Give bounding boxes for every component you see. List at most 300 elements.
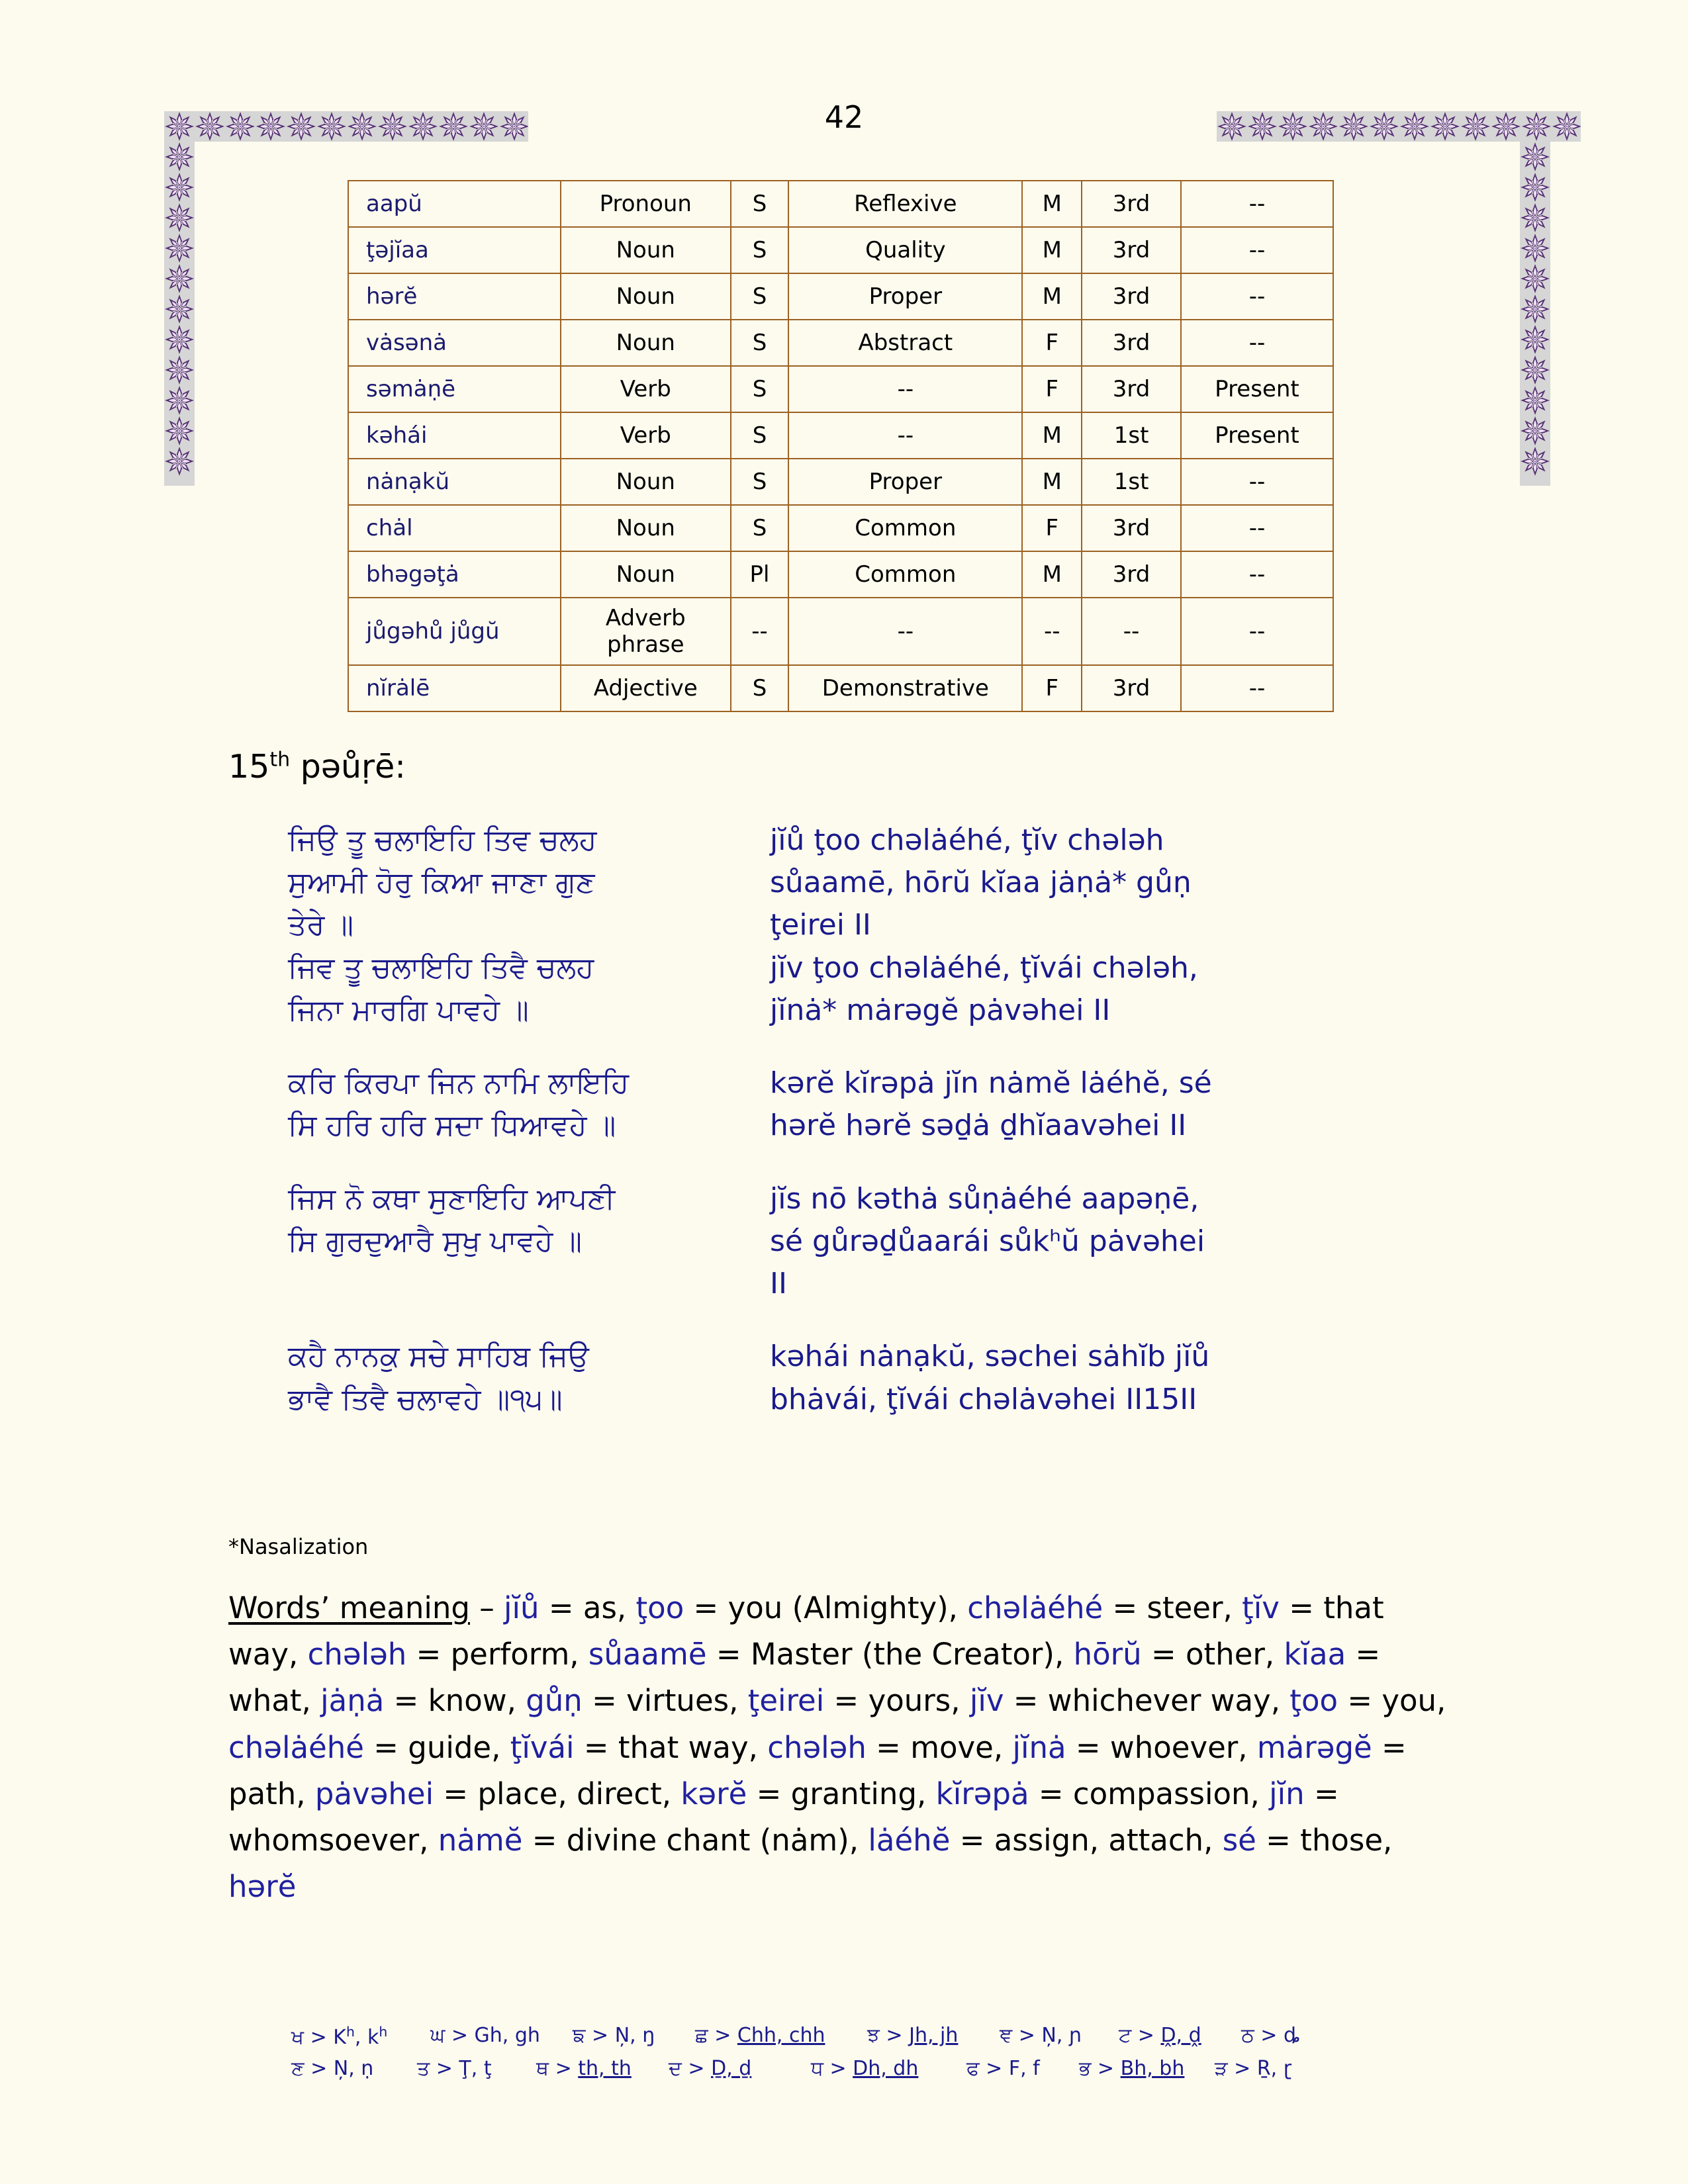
flower-icon bbox=[1520, 294, 1550, 324]
cell-pos: Noun bbox=[561, 505, 731, 551]
cell-gender: M bbox=[1022, 273, 1082, 320]
cell-tense: -- bbox=[1181, 181, 1333, 227]
maps-to-symbol: > bbox=[681, 2057, 712, 2080]
flower-icon bbox=[164, 355, 195, 385]
verse-spacer bbox=[228, 1312, 1453, 1336]
gurmukhi-line: ਤੇਰੇ ॥ bbox=[288, 908, 354, 942]
gurmukhi-letter: ਣ bbox=[291, 2057, 305, 2080]
footer-key-row bbox=[291, 2057, 1417, 2080]
roman-equivalent: Ḏ, ḏ bbox=[711, 2057, 752, 2080]
decorative-border-left bbox=[164, 142, 195, 486]
meaning-definition: move, bbox=[910, 1729, 1013, 1765]
verse-spacer bbox=[228, 1154, 1453, 1178]
cell-word: nĭrȧlē bbox=[348, 665, 561, 711]
meaning-term: lȧéhĕ bbox=[868, 1822, 951, 1858]
meaning-term: jĭv bbox=[969, 1683, 1004, 1719]
roman-equivalent: Ṟ, ɽ bbox=[1256, 2057, 1292, 2080]
meaning-term: nȧmĕ bbox=[438, 1822, 523, 1858]
cell-pos: Adjective bbox=[561, 665, 731, 711]
gurmukhi-letter: ਞ bbox=[1000, 2024, 1013, 2047]
meaning-definition: those, bbox=[1300, 1822, 1393, 1858]
cell-person: 3rd bbox=[1082, 505, 1181, 551]
decorative-border-right bbox=[1520, 142, 1550, 486]
meaning-definition: know, bbox=[428, 1683, 526, 1719]
roman-equivalent: N̦, ŋ bbox=[614, 2024, 655, 2047]
gurmukhi-letter: ਠ bbox=[1241, 2024, 1254, 2047]
words-meaning-title: Words’ meaning bbox=[228, 1590, 470, 1625]
gurmukhi-letter: ਙ bbox=[573, 2024, 586, 2047]
flower-icon bbox=[164, 416, 195, 446]
meaning-equals: = bbox=[1372, 1729, 1407, 1765]
pauri-number: 15 bbox=[228, 748, 270, 786]
cell-word: hərĕ bbox=[348, 273, 561, 320]
maps-to-symbol: > bbox=[430, 2057, 459, 2080]
words-meaning-section bbox=[228, 1585, 1460, 1910]
meaning-equals: = bbox=[684, 1590, 728, 1625]
meaning-equals: = bbox=[1346, 1637, 1381, 1672]
flower-icon bbox=[164, 203, 195, 233]
roman-equivalent: K bbox=[333, 2026, 346, 2049]
cell-gender: F bbox=[1022, 505, 1082, 551]
transliteration-line: jĭv ţoo chəlȧéhé, ţĭvái chələh, bbox=[770, 950, 1198, 985]
cell-person: 3rd bbox=[1082, 366, 1181, 412]
cell-word: chȧl bbox=[348, 505, 561, 551]
gurmukhi-verse bbox=[228, 1178, 758, 1306]
maps-to-symbol: > bbox=[585, 2024, 615, 2047]
roman-equivalent: Bh, bh bbox=[1120, 2057, 1185, 2080]
cell-pos: Adverb phrase bbox=[561, 598, 731, 665]
transliteration-line: hərĕ hərĕ səḏȧ ḏhĭaavəhei II bbox=[770, 1109, 1187, 1143]
meaning-equals: = bbox=[384, 1683, 428, 1719]
gurmukhi-letter: ਟ bbox=[1119, 2024, 1132, 2047]
transliteration-line: kəhái nȧnạkŭ, səchei sȧhĭb jĭů bbox=[770, 1340, 1210, 1374]
cell-gender: F bbox=[1022, 320, 1082, 366]
cell-pos: Noun bbox=[561, 320, 731, 366]
cell-pos: Verb bbox=[561, 412, 731, 459]
gurmukhi-verse bbox=[228, 1336, 758, 1420]
gurmukhi-letter: ਘ bbox=[430, 2024, 445, 2047]
meaning-definition: compassion, bbox=[1072, 1776, 1270, 1811]
table-row bbox=[348, 598, 1333, 665]
meaning-term: pȧvəhei bbox=[314, 1776, 434, 1811]
meaning-definition: place, direct, bbox=[477, 1776, 681, 1811]
table-row bbox=[348, 366, 1333, 412]
meaning-equals: = bbox=[706, 1637, 751, 1672]
flower-icon bbox=[164, 385, 195, 416]
table-row bbox=[348, 320, 1333, 366]
meaning-definition: virtues, bbox=[626, 1683, 748, 1719]
cell-type: Abstract bbox=[788, 320, 1022, 366]
meaning-definition: path, bbox=[228, 1776, 315, 1811]
cell-person: 3rd bbox=[1082, 227, 1181, 273]
meaning-term: ţĭvái bbox=[510, 1729, 575, 1765]
meaning-equals: = bbox=[522, 1822, 567, 1858]
maps-to-symbol: > bbox=[304, 2026, 334, 2049]
meaning-term: kĭaa bbox=[1284, 1637, 1346, 1672]
gurmukhi-letter: ਫ bbox=[966, 2057, 980, 2080]
cell-person: 3rd bbox=[1082, 273, 1181, 320]
cell-type: Common bbox=[788, 551, 1022, 598]
gurmukhi-letter: ਦ bbox=[669, 2057, 682, 2080]
table-row bbox=[348, 551, 1333, 598]
meaning-equals: = bbox=[1004, 1683, 1048, 1719]
meaning-equals: = bbox=[1066, 1729, 1110, 1765]
gurmukhi-letter: ਭ bbox=[1079, 2057, 1092, 2080]
page-number: 42 bbox=[824, 99, 864, 135]
meaning-term: jĭnȧ bbox=[1012, 1729, 1066, 1765]
transliteration-verse bbox=[758, 1178, 1453, 1306]
transliteration-verse bbox=[758, 1062, 1453, 1147]
cell-tense: Present bbox=[1181, 366, 1333, 412]
maps-to-symbol: > bbox=[1091, 2057, 1121, 2080]
flower-icon bbox=[164, 233, 195, 263]
meaning-equals: = bbox=[824, 1683, 868, 1719]
words-meaning-entries bbox=[228, 1590, 1446, 1904]
meaning-definition: you, bbox=[1382, 1683, 1446, 1719]
transliteration-line: sé gůrəḏůaarái sůkʰŭ pȧvəhei bbox=[770, 1224, 1205, 1258]
cell-pos: Pronoun bbox=[561, 181, 731, 227]
footer-transliteration-key bbox=[291, 2024, 1417, 2088]
meaning-equals: = bbox=[1103, 1590, 1147, 1625]
verse-block bbox=[228, 1178, 1453, 1306]
meaning-term: gůṇ bbox=[526, 1683, 583, 1719]
meaning-term: kərĕ bbox=[680, 1776, 747, 1811]
meaning-term: chələh bbox=[767, 1729, 867, 1765]
transliteration-line: II bbox=[770, 1267, 787, 1301]
roman-equivalent: Gh, gh bbox=[474, 2024, 540, 2047]
roman-equivalent: F, f bbox=[1008, 2057, 1040, 2080]
cell-word: bhəgəţȧ bbox=[348, 551, 561, 598]
gurmukhi-verse bbox=[228, 819, 758, 1032]
footer-key-item bbox=[291, 2024, 430, 2049]
meaning-equals: = bbox=[1304, 1776, 1339, 1811]
roman-equivalent: Ţ, ţ bbox=[459, 2057, 492, 2080]
cell-number: S bbox=[731, 320, 789, 366]
footer-key-item bbox=[695, 2024, 867, 2049]
cell-tense: -- bbox=[1181, 551, 1333, 598]
meaning-term: ţeirei bbox=[747, 1683, 825, 1719]
cell-person: 3rd bbox=[1082, 181, 1181, 227]
cell-type: Proper bbox=[788, 273, 1022, 320]
transliteration-line: jĭů ţoo chəlȧéhé, ţĭv chələh bbox=[770, 823, 1164, 857]
cell-type: Reflexive bbox=[788, 181, 1022, 227]
flower-icon bbox=[164, 324, 195, 355]
flower-icon bbox=[164, 172, 195, 203]
table-row bbox=[348, 459, 1333, 505]
roman-equivalent: N̦, ɲ bbox=[1041, 2024, 1082, 2047]
grammar-table-container bbox=[348, 180, 1334, 712]
cell-gender: M bbox=[1022, 412, 1082, 459]
meaning-definition: yours, bbox=[868, 1683, 970, 1719]
verse-area bbox=[228, 819, 1453, 1428]
cell-word: nȧnạkŭ bbox=[348, 459, 561, 505]
cell-number: Pl bbox=[731, 551, 789, 598]
table-row bbox=[348, 227, 1333, 273]
meaning-definition: guide, bbox=[408, 1729, 510, 1765]
flower-icon bbox=[1520, 263, 1550, 294]
footer-key-item bbox=[1000, 2024, 1119, 2049]
roman-equivalent: Dh, dh bbox=[853, 2057, 919, 2080]
meaning-term: kĭrəpȧ bbox=[935, 1776, 1029, 1811]
transliteration-verse bbox=[758, 1336, 1453, 1420]
gurmukhi-line: ਸਿ ਗੁਰਦੁਆਰੈ ਸੁਖੁ ਪਾਵਹੇ ॥ bbox=[288, 1224, 582, 1258]
cell-tense: -- bbox=[1181, 459, 1333, 505]
transliteration-verse bbox=[758, 819, 1453, 1032]
transliteration-line: kərĕ kĭrəpȧ jĭn nȧmĕ lȧéhĕ, sé bbox=[770, 1066, 1212, 1101]
transliteration-line: sůaamē, hōrŭ kĭaa jȧṇȧ* gůṇ bbox=[770, 866, 1192, 900]
cell-tense: -- bbox=[1181, 227, 1333, 273]
gurmukhi-letter: ਝ bbox=[867, 2024, 880, 2047]
meaning-equals: = bbox=[574, 1729, 618, 1765]
flower-icon bbox=[1520, 324, 1550, 355]
gurmukhi-line: ਭਾਵੈ ਤਿਵੈ ਚਲਾਵਹੇ ॥੧੫॥ bbox=[288, 1382, 563, 1416]
cell-type: Demonstrative bbox=[788, 665, 1022, 711]
cell-number: S bbox=[731, 459, 789, 505]
flower-icon bbox=[1520, 172, 1550, 203]
gurmukhi-line: ਜਿਨਾ ਮਾਰਗਿ ਪਾਵਹੇ ॥ bbox=[288, 993, 529, 1027]
cell-word: vȧsənȧ bbox=[348, 320, 561, 366]
cell-tense: -- bbox=[1181, 665, 1333, 711]
transliteration-line: ţeirei II bbox=[770, 908, 871, 942]
footer-key-item bbox=[669, 2057, 811, 2080]
footer-key-item bbox=[430, 2024, 573, 2049]
cell-number: S bbox=[731, 366, 789, 412]
flower-icon bbox=[164, 294, 195, 324]
meaning-definition: whoever, bbox=[1109, 1729, 1257, 1765]
gurmukhi-line: ਸਿ ਹਰਿ ਹਰਿ ਸਦਾ ਧਿਆਵਹੇ ॥ bbox=[288, 1109, 616, 1143]
cell-person: 3rd bbox=[1082, 665, 1181, 711]
table-row bbox=[348, 665, 1333, 711]
maps-to-symbol: > bbox=[979, 2057, 1009, 2080]
transliteration-line: jĭs nō kəthȧ sůṇȧéhé aapəṇē, bbox=[770, 1181, 1199, 1216]
cell-person: 3rd bbox=[1082, 551, 1181, 598]
gurmukhi-line: ਜਿਸ ਨੋ ਕਥਾ ਸੁਣਾਇਹਿ ਆਪਣੀ bbox=[288, 1181, 616, 1216]
roman-equivalent: Chh, chh bbox=[737, 2024, 825, 2047]
cell-number: S bbox=[731, 273, 789, 320]
meaning-definition: divine chant (nȧm), bbox=[566, 1822, 868, 1858]
gurmukhi-verse bbox=[228, 1062, 758, 1147]
footer-key-item bbox=[536, 2057, 669, 2080]
verse-block bbox=[228, 819, 1453, 1032]
transliteration-line: bhȧvái, ţĭvái chəlȧvəhei II15II bbox=[770, 1382, 1197, 1416]
roman-equivalent: N̦, ṇ bbox=[333, 2057, 374, 2080]
meaning-definition: that way, bbox=[228, 1590, 1384, 1672]
maps-to-symbol: > bbox=[1012, 2024, 1042, 2047]
pauri-label: pəůṛē: bbox=[290, 748, 406, 786]
meaning-definition: steer, bbox=[1147, 1590, 1243, 1625]
cell-word: aapŭ bbox=[348, 181, 561, 227]
flower-icon bbox=[1520, 385, 1550, 416]
meaning-term: mȧrəgĕ bbox=[1256, 1729, 1372, 1765]
gurmukhi-letter: ਖ bbox=[291, 2026, 305, 2049]
footer-key-item bbox=[1215, 2057, 1314, 2080]
cell-type: Proper bbox=[788, 459, 1022, 505]
meaning-term: sé bbox=[1222, 1822, 1256, 1858]
footer-key-item bbox=[867, 2024, 1000, 2049]
cell-gender: F bbox=[1022, 366, 1082, 412]
flower-icon bbox=[1520, 203, 1550, 233]
cell-gender: M bbox=[1022, 459, 1082, 505]
table-row bbox=[348, 505, 1333, 551]
meaning-definition: granting, bbox=[790, 1776, 936, 1811]
meaning-definition: that way, bbox=[618, 1729, 768, 1765]
maps-to-symbol: > bbox=[1227, 2057, 1257, 2080]
table-row bbox=[348, 273, 1333, 320]
verse-block bbox=[228, 1062, 1453, 1147]
maps-to-symbol: > bbox=[445, 2024, 475, 2047]
gurmukhi-line: ਸੁਆਮੀ ਹੋਰੁ ਕਿਆ ਜਾਣਾ ਗੁਣ bbox=[288, 866, 595, 900]
meaning-equals: = bbox=[1338, 1683, 1382, 1719]
roman-equivalent: Ḓ, ḓ bbox=[1160, 2024, 1201, 2047]
roman-superscript-2: h bbox=[379, 2024, 388, 2040]
meaning-definition: what, bbox=[228, 1683, 321, 1719]
cell-type: -- bbox=[788, 412, 1022, 459]
footer-key-item bbox=[291, 2057, 417, 2080]
footer-key-item bbox=[1241, 2024, 1340, 2049]
gurmukhi-line: ਜਿਉ ਤੂ ਚਲਾਇਹਿ ਤਿਵ ਚਲਹ bbox=[288, 823, 597, 857]
roman-equivalent: Jh, jh bbox=[909, 2024, 959, 2047]
meaning-term: jĭn bbox=[1269, 1776, 1305, 1811]
cell-word: səmȧṇē bbox=[348, 366, 561, 412]
cell-tense: Present bbox=[1181, 412, 1333, 459]
flower-icon bbox=[164, 263, 195, 294]
roman-equivalent-2: , k bbox=[354, 2026, 379, 2049]
cell-number: S bbox=[731, 181, 789, 227]
meaning-term: chələh bbox=[307, 1637, 407, 1672]
cell-person: 1st bbox=[1082, 412, 1181, 459]
cell-tense: -- bbox=[1181, 273, 1333, 320]
footer-key-item bbox=[1119, 2024, 1241, 2049]
flower-icon bbox=[164, 446, 195, 477]
meaning-equals: = bbox=[950, 1822, 994, 1858]
cell-type: -- bbox=[788, 366, 1022, 412]
gurmukhi-letter: ਧ bbox=[811, 2057, 823, 2080]
meaning-term: jĭů bbox=[504, 1590, 539, 1625]
meaning-definition: assign, attach, bbox=[994, 1822, 1223, 1858]
cell-pos: Noun bbox=[561, 227, 731, 273]
cell-number: S bbox=[731, 505, 789, 551]
meaning-term: ţĭv bbox=[1242, 1590, 1280, 1625]
flower-icon bbox=[164, 142, 195, 172]
gurmukhi-letter: ੜ bbox=[1215, 2057, 1228, 2080]
meaning-equals: = bbox=[363, 1729, 408, 1765]
maps-to-symbol: > bbox=[823, 2057, 853, 2080]
meaning-term: ţoo bbox=[635, 1590, 684, 1625]
gurmukhi-letter: ਤ bbox=[417, 2057, 430, 2080]
gurmukhi-line: ਕਹੈ ਨਾਨਕੁ ਸਚੇ ਸਾਹਿਬ ਜਿਉ bbox=[288, 1340, 589, 1374]
maps-to-symbol: > bbox=[708, 2024, 737, 2047]
meaning-definition: whomsoever, bbox=[228, 1822, 438, 1858]
footer-key-item bbox=[1079, 2057, 1215, 2080]
table-row bbox=[348, 412, 1333, 459]
gurmukhi-line: ਕਰਿ ਕਿਰਪਾ ਜਿਨ ਨਾਮਿ ਲਾਇਹਿ bbox=[288, 1066, 630, 1101]
meaning-equals: = bbox=[406, 1637, 451, 1672]
maps-to-symbol: > bbox=[1131, 2024, 1161, 2047]
meaning-term: ţoo bbox=[1289, 1683, 1338, 1719]
words-meaning-dash: – bbox=[469, 1590, 504, 1625]
flower-icon bbox=[1520, 142, 1550, 172]
flower-icon bbox=[1520, 416, 1550, 446]
cell-tense: -- bbox=[1181, 320, 1333, 366]
cell-pos: Verb bbox=[561, 366, 731, 412]
cell-pos: Noun bbox=[561, 551, 731, 598]
meaning-equals: = bbox=[1029, 1776, 1073, 1811]
gurmukhi-line: ਜਿਵ ਤੂ ਚਲਾਇਹਿ ਤਿਵੈ ਚਲਹ bbox=[288, 950, 594, 985]
roman-superscript: h bbox=[346, 2024, 355, 2040]
meaning-equals: = bbox=[539, 1590, 583, 1625]
meaning-term: chəlȧéhé bbox=[967, 1590, 1103, 1625]
maps-to-symbol: > bbox=[304, 2057, 334, 2080]
nasalization-note: *Nasalization bbox=[228, 1534, 369, 1559]
meaning-equals: = bbox=[866, 1729, 911, 1765]
verse-spacer bbox=[228, 1038, 1453, 1062]
cell-pos: Noun bbox=[561, 459, 731, 505]
meaning-definition: perform, bbox=[450, 1637, 588, 1672]
meaning-equals: = bbox=[747, 1776, 791, 1811]
cell-number: -- bbox=[731, 598, 789, 665]
meaning-term: hōrŭ bbox=[1073, 1637, 1142, 1672]
meaning-equals: = bbox=[582, 1683, 627, 1719]
meaning-definition: whichever way, bbox=[1047, 1683, 1290, 1719]
cell-word: ţəjĭaa bbox=[348, 227, 561, 273]
footer-key-row bbox=[291, 2024, 1417, 2049]
cell-person: -- bbox=[1082, 598, 1181, 665]
cell-gender: -- bbox=[1022, 598, 1082, 665]
footer-key-item bbox=[417, 2057, 536, 2080]
meaning-equals: = bbox=[1256, 1822, 1301, 1858]
meaning-equals: = bbox=[434, 1776, 478, 1811]
cell-type: Common bbox=[788, 505, 1022, 551]
cell-pos: Noun bbox=[561, 273, 731, 320]
cell-number: S bbox=[731, 412, 789, 459]
cell-tense: -- bbox=[1181, 505, 1333, 551]
meaning-equals: = bbox=[1279, 1590, 1324, 1625]
meaning-term: hərĕ bbox=[228, 1869, 297, 1905]
cell-number: S bbox=[731, 227, 789, 273]
meaning-definition: you (Almighty), bbox=[727, 1590, 968, 1625]
maps-to-symbol: > bbox=[549, 2057, 579, 2080]
cell-number: S bbox=[731, 665, 789, 711]
pauri-ordinal-suffix: th bbox=[269, 748, 291, 772]
flower-icon bbox=[1520, 446, 1550, 477]
cell-gender: M bbox=[1022, 227, 1082, 273]
cell-gender: M bbox=[1022, 181, 1082, 227]
verse-block bbox=[228, 1336, 1453, 1420]
cell-person: 3rd bbox=[1082, 320, 1181, 366]
roman-equivalent: ȡ bbox=[1283, 2024, 1301, 2047]
footer-key-item bbox=[573, 2024, 695, 2049]
footer-key-item bbox=[966, 2057, 1079, 2080]
cell-person: 1st bbox=[1082, 459, 1181, 505]
pauri-heading bbox=[228, 748, 406, 786]
table-row bbox=[348, 181, 1333, 227]
maps-to-symbol: > bbox=[879, 2024, 910, 2047]
cell-gender: F bbox=[1022, 665, 1082, 711]
cell-type: Quality bbox=[788, 227, 1022, 273]
meaning-term: chəlȧéhé bbox=[228, 1729, 364, 1765]
transliteration-line: jĭnȧ* mȧrəgĕ pȧvəhei II bbox=[770, 993, 1111, 1027]
cell-gender: M bbox=[1022, 551, 1082, 598]
meaning-equals: = bbox=[1141, 1637, 1186, 1672]
meaning-definition: Master (the Creator), bbox=[750, 1637, 1074, 1672]
cell-word: kəhái bbox=[348, 412, 561, 459]
maps-to-symbol: > bbox=[1254, 2024, 1284, 2047]
meaning-definition: other, bbox=[1186, 1637, 1284, 1672]
cell-tense: -- bbox=[1181, 598, 1333, 665]
cell-type: -- bbox=[788, 598, 1022, 665]
grammar-table bbox=[348, 180, 1334, 712]
meaning-term: sůaamē bbox=[588, 1637, 707, 1672]
